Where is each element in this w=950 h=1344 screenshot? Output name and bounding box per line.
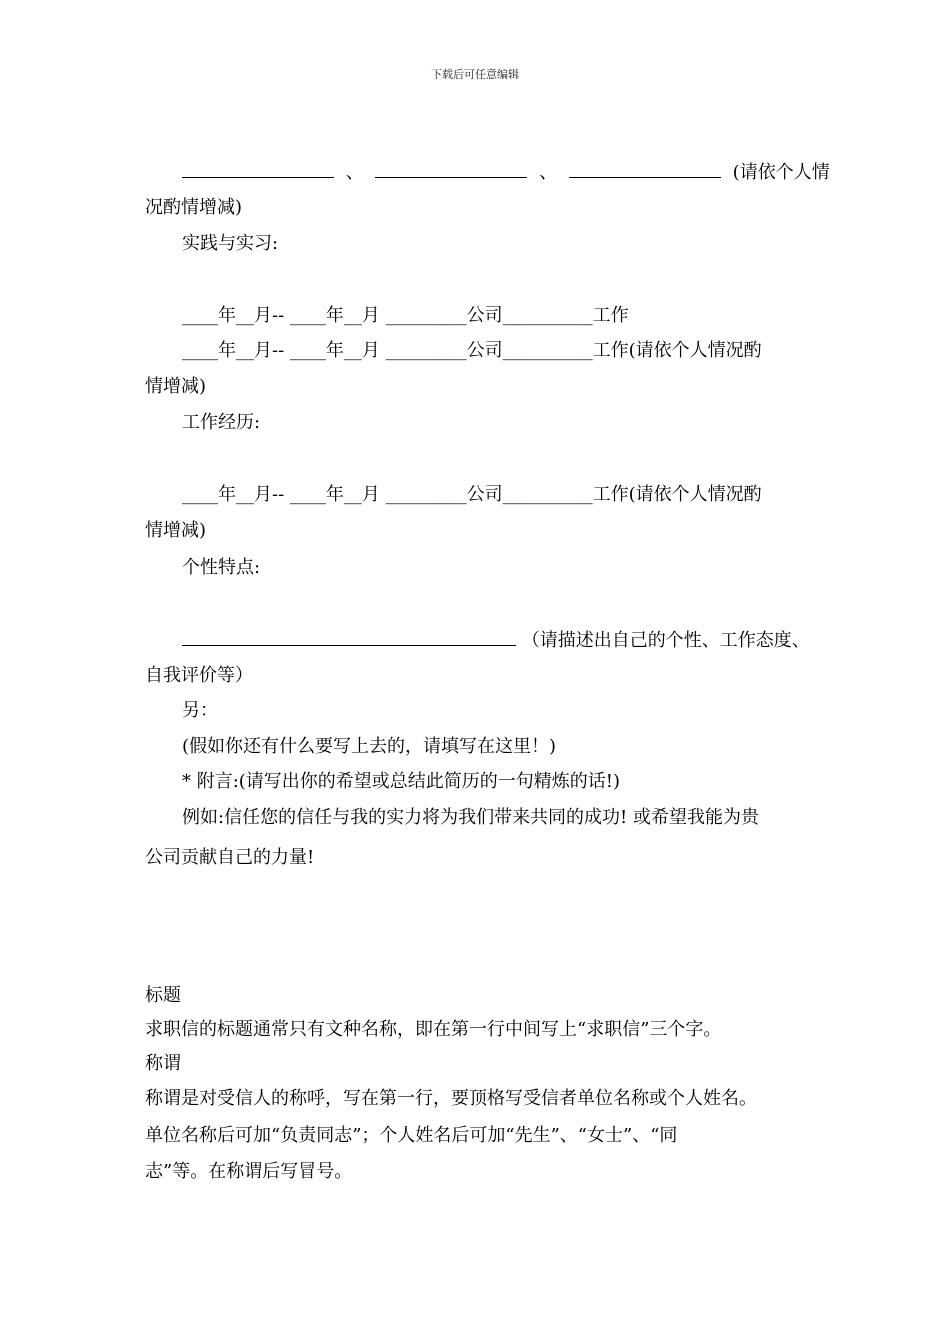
skills-line — [182, 159, 862, 185]
work-row-cont: 情增减) — [145, 520, 207, 541]
salutation-text: 志”等。在称谓后写冒号。 — [145, 1161, 353, 1182]
page-header: 下载后可任意编辑 — [431, 68, 519, 81]
practice-row: ____年__月-- ____年__月 _________公司__________工作(请依个人情况酌 — [182, 340, 762, 361]
other-label: 另： — [182, 700, 218, 721]
traits-heading: 个性特点: — [182, 557, 261, 578]
salutation-text: 称谓是对受信人的称呼，写在第一行，要顶格写受信者单位名称或个人姓名。 — [145, 1088, 757, 1109]
other-note: (假如你还有什么要写上去的，请填写在这里！) — [182, 736, 557, 757]
practice-row-cont: 情增减) — [145, 376, 207, 397]
separator: 、 — [345, 162, 364, 183]
title-text: 求职信的标题通常只有文种名称，即在第一行中间写上“求职信”三个字。 — [145, 1019, 722, 1040]
salutation-heading: 称谓 — [145, 1053, 181, 1074]
title-heading: 标题 — [145, 985, 181, 1006]
skills-note: (请依个人情 — [732, 162, 830, 183]
salutation-text: 单位名称后可加“负责同志”；个人姓名后可加“先生”、“女士”、“同 — [145, 1125, 678, 1146]
traits-note-cont: 自我评价等） — [145, 665, 253, 686]
work-row: ____年__月-- ____年__月 _________公司__________工作(请依个人情况酌 — [182, 484, 762, 505]
appendix-note: * 附言:(请写出你的希望或总结此简历的一句精炼的话!) — [182, 771, 621, 792]
work-heading: 工作经历: — [182, 412, 261, 433]
separator: 、 — [539, 162, 558, 183]
blank-line — [569, 159, 721, 178]
example-line: 例如:信任您的信任与我的实力将为我们带来共同的成功! 或希望我能为贵 — [182, 807, 760, 828]
practice-heading: 实践与实习: — [182, 233, 279, 254]
blank-line — [375, 159, 527, 178]
practice-row: ____年__月-- ____年__月 _________公司__________工作 — [182, 305, 629, 326]
example-line-cont: 公司贡献自己的力量! — [145, 847, 315, 868]
traits-note: （请描述出自己的个性、工作态度、 — [521, 630, 810, 651]
traits-line — [182, 627, 862, 653]
skills-note-cont: 况酌情增减) — [145, 197, 243, 218]
blank-line — [182, 627, 516, 646]
blank-line — [182, 159, 334, 178]
